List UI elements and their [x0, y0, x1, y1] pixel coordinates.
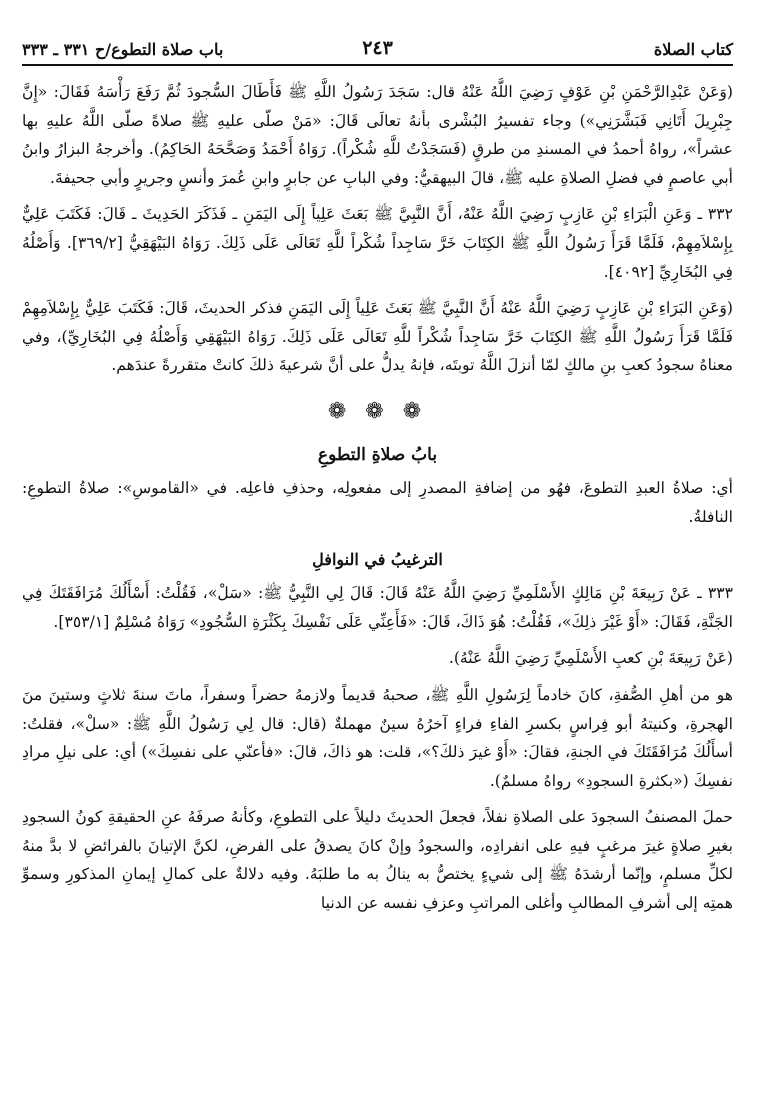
subsection-title: الترغيبُ في النوافلِ — [312, 550, 443, 570]
page-number: ٢٤٣ — [362, 37, 393, 59]
book-title: كتاب الصلاة — [653, 40, 733, 59]
chapter-running-head: باب صلاة التطوع/ح ٣٣١ ـ ٣٣٣ — [22, 40, 224, 59]
page-header — [22, 34, 733, 64]
page-body — [22, 78, 733, 918]
hadith-332: ٣٣٢ ـ وَعَنِ الْبَرَاءِ بْنِ عَازِبٍ رَضِيَ اللَّهُ عَنْهُ، أَنَّ النَّبِيَّ ﷺ بَعَثَ عَلِياً إِلَى اليَمَنِ ـ فَذَكَرَ الحَدِيثَ ـ قَالَ: فَكَتَبَ عَلِيٌّ بِإِسْلاَمِهِمْ، فَلَمَّا قَرَأَ رَسُولُ اللَّهِ ﷺ الكِتَابَ خَرَّ سَاجِداً شُكْراً للَّهِ تَعَالَى عَلَى ذَلِكَ. رَوَاهُ البَيْهَقِيُّ [٣٦٩/٢]. وَأَصْلُهُ فِي البُخَارِيِّ [٤٠٩٢]. — [22, 205, 734, 281]
commentary-332: (وَعَنِ البَرَاءِ بْنِ عَازِبٍ رَضِيَ اللَّهُ عَنْهُ أَنَّ النَّبِيَّ ﷺ بَعَثَ عَلِياً إِلَى اليَمَنِ فذكر الحديثَ، قَالَ: فَكَتَبَ عَلِيٌّ بِإِسْلاَمِهِمْ فَلَمَّا قَرَأَ رَسُولُ اللَّهِ ﷺ الكِتَابَ خَرَّ سَاجِداً شُكْراً للَّهِ تَعَالَى عَلَى ذَلِكَ. رَوَاهُ البَيْهَقِي وَأَصْلُهُ فِي البُخَارِيِّ)، وفي معناهُ سجودُ كعبِ بنِ مالكٍ لمّا أنزلَ اللَّهُ توبتَه، فإنهُ يدلُّ على أنَّ شرعيةَ ذلكَ كانتْ متقررةً عندَهم. — [22, 299, 733, 375]
section-intro: أي: صلاةُ العبدِ التطوعَ، فهُو من إضافةِ المصدرِ إلى مفعولِه، وحذفِ فاعلِه. في «القاموسِ»: صلاةُ التطوعِ: النافلةُ. — [22, 478, 733, 526]
section-title: بابُ صلاةِ التطوعِ — [317, 444, 438, 465]
narrator-line: (عَنْ رَبِيعَةَ بْنِ كعبِ الأَسْلَمِيِّ رَضِيَ اللَّهُ عَنْهُ). — [448, 649, 733, 668]
ornament-stars: ❁ ❁ ❁ — [327, 398, 428, 424]
header-rule — [22, 64, 733, 66]
paragraph-sujud-shukr: (وَعَنْ عَبْدِالرَّحْمَنِ بْنِ عَوْفٍ رَضِيَ اللَّهُ عَنْهُ قال: سَجَدَ رَسُولُ اللَّهِ ﷺ فَأَطَالَ السُّجودَ ثُمَّ رَفَعَ رَأْسَهُ فَقَالَ: «إِنَّ جِبْرِيلَ أَتَانِي فَبَشَّرَنِي») وجاء تفسيرُ البُشْرى بأنهُ تعالَى قَالَ: «مَنْ صلّى عليهِ ﷺ صلاةً صلّى اللَّهُ عليهِ بها عشراً»، رواهُ أحمدُ في المسندِ من طرقٍ (فَسَجَدْتُ للَّهِ شُكْراً). رَوَاهُ أَحْمَدُ وَصَحَّحَهُ الحَاكِمُ). وأخرجهُ البزارُ وابنُ أبي عاصمٍ في فضلِ الصلاةِ عليه ﷺ، قالَ البيهقيُّ: وفي البابِ عن جابرٍ وابنِ عُمرَ وأنسٍ وجريرٍ وأبي جحيفةَ. — [22, 83, 733, 187]
commentary-333-b: حملَ المصنفُ السجودَ على الصلاةِ نفلاً، فجعلَ الحديثَ دليلاً على التطوعِ، وكأنهُ صرفَهُ عنِ الحقيقةِ كونُ السجودِ بغيرِ صلاةٍ غيرَ مرغبٍ فيهِ على انفرادِه، والسجودُ وإنْ كانَ يصدقُ على الفرضِ، لكنَّ الإتيانَ بالفرائضِ لا بدَّ منهُ لكلِّ مسلمٍ، وإنّما أرشدَهُ ﷺ إلى شيءٍ يختصُّ به ينالُ به ما طلبَهُ. وفيه دلالةٌ على كمالِ إيمانِ المذكورِ وسموِّ همتِه إلى أشرفِ المطالبِ وأغلى المراتبِ وعزفِ نفسه عن الدنيا — [22, 808, 733, 913]
hadith-333: ٣٣٣ ـ عَنْ رَبِيعَةَ بْنِ مَالِكٍ الأَسْلَمِيِّ رَضِيَ اللَّهُ عَنْهُ قَالَ: قَالَ لِي النَّبِيُّ ﷺ: «سَلْ»، فَقُلْتُ: أَسْأَلُكَ مُرَافَقَتَكَ فِي الجَنَّةِ، فَقَالَ: «أَوْ غَيْرَ ذلِكَ»، فَقُلْتُ: هُوَ ذَاكَ، قَالَ: «فَأَعِنِّي عَلَى نَفْسِكَ بِكَثْرَةِ السُّجُودِ» رَوَاهُ مُسْلِمٌ [٣٥٣/١]. — [22, 584, 733, 631]
commentary-333-a: هو من أهلِ الصُّفةِ، كانَ خادماً لِرَسُولِ اللَّهِ ﷺ، صحبهُ قديماً ولازمهُ حضراً وسفراً، ماتَ سنةَ ثلاثٍ وستينَ منَ الهجرةِ، وكنيتهُ أبو فِراسٍ بكسرِ الفاءِ فراءٍ آخرُهُ سينٌ مهملةٌ (قال: قال لِي رَسُولُ اللَّهِ ﷺ: «سلْ»، فقلتُ: أسأَلُكَ مُرَافَقَتَكَ في الجنةِ، فقالَ: «أَوْ غيرَ ذلكَ؟»، قلت: هو ذاكَ، قالَ: «فأعنّي على نفسِكَ») أي: على نيلِ مرادِ نفسِكَ («بكثرةِ السجودِ» رواهُ مسلمٌ). — [22, 685, 733, 790]
